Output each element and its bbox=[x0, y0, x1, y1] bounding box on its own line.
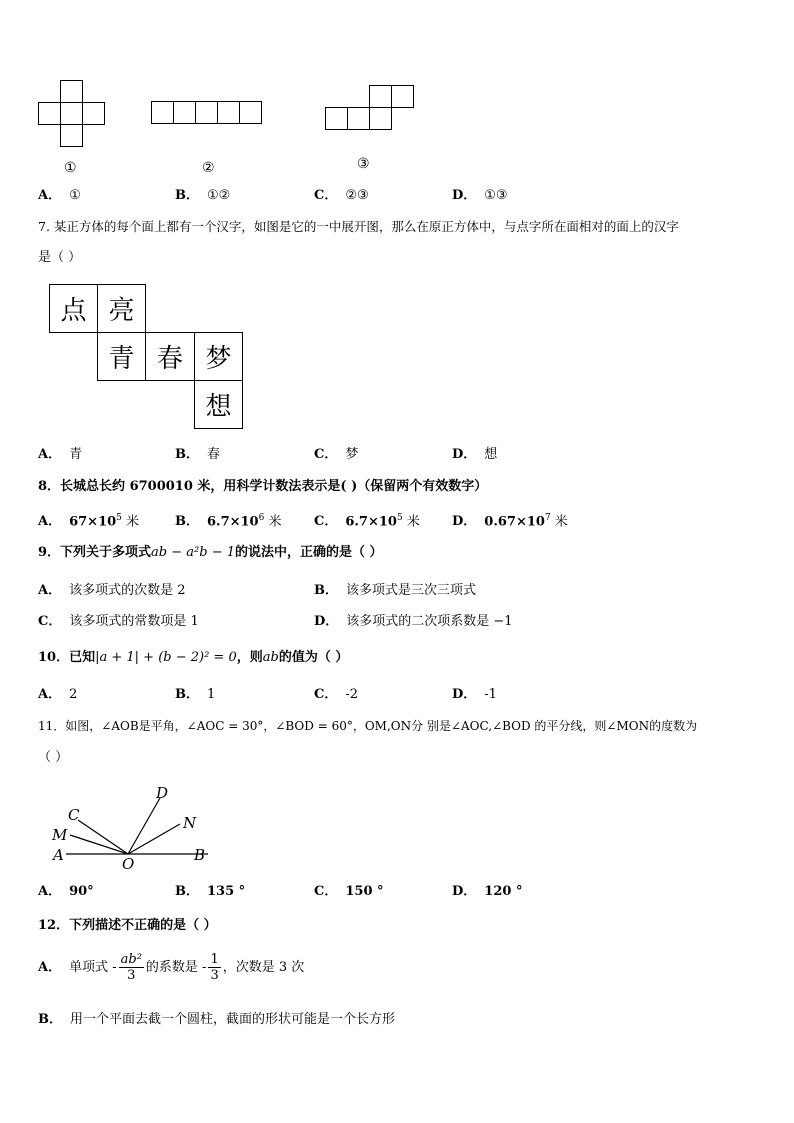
net-cell-xiang: 想 bbox=[194, 380, 243, 429]
point-label-b: B bbox=[194, 846, 206, 864]
fraction-ab2-over-3: $\frac{\text{ab²}}{3}$ bbox=[120, 952, 142, 983]
q10-option-a[interactable]: A． 2 bbox=[38, 687, 78, 702]
q6-option-b[interactable]: B． ①② bbox=[175, 188, 231, 203]
net-figure-3 bbox=[325, 85, 415, 131]
q7-option-b[interactable]: B． 春 bbox=[175, 447, 221, 462]
q11-option-d[interactable]: D． 120 ° bbox=[452, 884, 523, 899]
q8-stem: 8．长城总长约 6700010 米，用科学计数法表示是( )（保留两个有效数字） bbox=[38, 479, 488, 494]
q10-stem: 10．已知|a + 1| + (b − 2)² = 0，则ab的值为（ ） bbox=[38, 650, 349, 665]
figure-caption-1: ① bbox=[64, 160, 77, 176]
ray-od bbox=[128, 798, 160, 854]
figure-caption-2: ② bbox=[202, 160, 215, 176]
q11-stem-line1: 11．如图，∠AOB是平角，∠AOC = 30°，∠BOD = 60°，OM,ON分 别是∠AOC,∠BOD 的平分线，则∠MON的度数为 bbox=[38, 719, 698, 733]
q7-option-a[interactable]: A． 青 bbox=[38, 447, 83, 462]
q8-option-d[interactable]: D． $0.67\times 10^7$ 米 bbox=[452, 513, 568, 530]
q10-option-b[interactable]: B． 1 bbox=[175, 687, 216, 702]
point-label-c: C bbox=[68, 806, 80, 824]
q12-option-b[interactable]: B． 用一个平面去截一个圆柱，截面的形状可能是一个长方形 bbox=[38, 1012, 396, 1027]
q9-option-d[interactable]: D． 该多项式的二次项系数是 −1 bbox=[314, 614, 513, 629]
net-figure-2 bbox=[151, 101, 263, 124]
net-cell-qing: 青 bbox=[97, 332, 146, 381]
q11-stem-line2: （ ） bbox=[38, 750, 69, 765]
q7-stem-line1: 7. 某正方体的每个面上都有一个汉字，如图是它的一中展开图，那么在原正方体中，与点字所在面相对的面上的汉字 bbox=[38, 219, 679, 234]
q12-option-a[interactable]: A． 单项式 - $\frac{\text{ab²}}{3}$ 的系数是 - $\frac{1}{3}$ ，次数是 3 次 bbox=[38, 952, 305, 983]
q7-option-d[interactable]: D． 想 bbox=[452, 447, 498, 462]
q10-option-d[interactable]: D． -1 bbox=[452, 687, 497, 702]
q9-option-a[interactable]: A． 该多项式的次数是 2 bbox=[38, 583, 186, 598]
ray-oc bbox=[78, 820, 128, 854]
net-cell-dian: 点 bbox=[49, 284, 98, 333]
q6-option-d[interactable]: D． ①③ bbox=[452, 188, 508, 203]
q12-stem: 12．下列描述不正确的是（ ） bbox=[38, 918, 217, 933]
angle-diagram bbox=[48, 780, 218, 875]
net-cell-meng: 梦 bbox=[194, 332, 243, 381]
fraction-1-over-3: $\frac{1}{3}$ bbox=[210, 952, 219, 983]
q6-option-c[interactable]: C． ②③ bbox=[314, 188, 369, 203]
point-label-o: O bbox=[122, 855, 135, 873]
net-cell-chun: 春 bbox=[145, 332, 195, 381]
point-label-m: M bbox=[52, 826, 68, 844]
net-cell-liang: 亮 bbox=[97, 284, 146, 333]
q11-option-b[interactable]: B． 135 ° bbox=[175, 884, 246, 899]
net-figure-1 bbox=[38, 80, 106, 148]
q8-option-a[interactable]: A． $67\times 10^5$ 米 bbox=[38, 513, 140, 530]
ray-om bbox=[70, 835, 128, 854]
q6-option-a[interactable]: A． ① bbox=[38, 188, 81, 203]
point-label-a: A bbox=[53, 846, 64, 864]
q8-option-c[interactable]: C． $6.7\times 10^5$ 米 bbox=[314, 513, 420, 530]
q9-option-c[interactable]: C． 该多项式的常数项是 1 bbox=[38, 614, 199, 629]
q9-stem: 9．下列关于多项式ab − a²b − 1的说法中，正确的是（ ） bbox=[38, 545, 383, 560]
q7-stem-line2: 是（ ） bbox=[38, 250, 82, 265]
q11-option-c[interactable]: C． 150 ° bbox=[314, 884, 384, 899]
q9-option-b[interactable]: B． 该多项式是三次三项式 bbox=[314, 583, 477, 598]
point-label-d: D bbox=[156, 784, 169, 802]
q11-option-a[interactable]: A． 90° bbox=[38, 884, 94, 899]
figure-caption-3: ③ bbox=[357, 156, 370, 172]
q8-option-b[interactable]: B． $6.7\times 10^6$ 米 bbox=[175, 513, 282, 530]
q10-option-c[interactable]: C． -2 bbox=[314, 687, 359, 702]
ray-on bbox=[128, 824, 180, 854]
point-label-n: N bbox=[183, 814, 197, 832]
q7-option-c[interactable]: C． 梦 bbox=[314, 447, 359, 462]
